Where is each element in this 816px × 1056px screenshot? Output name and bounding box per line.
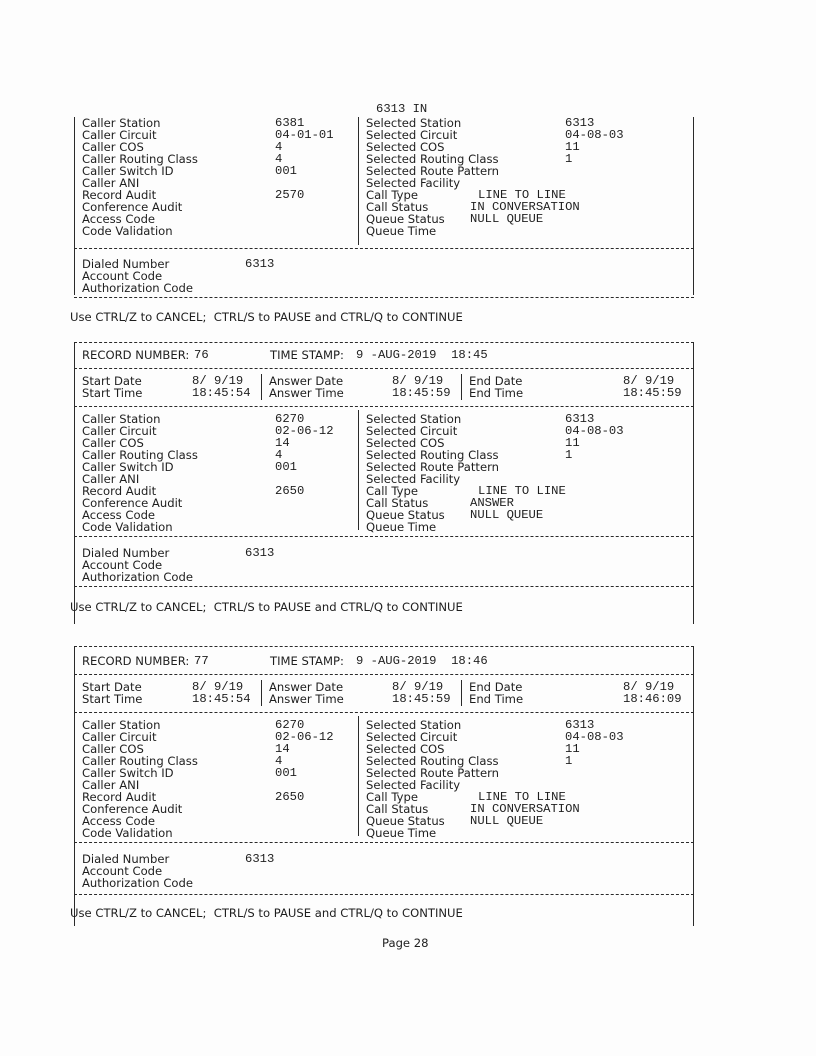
separator [74,248,694,249]
left-label: Conference Audit [82,802,183,816]
dialed-number: 6313 [245,257,275,271]
left-label: Conference Audit [82,200,183,214]
right-label: Selected COS [366,742,445,756]
start-date: 8/ 9/19 [192,680,244,694]
right-value: 11 [565,436,580,450]
right-label: Selected COS [366,140,445,154]
right-label: Call Status [366,802,429,816]
left-label: Access Code [82,814,156,828]
left-label: Record Audit [82,484,157,498]
left-value: 6381 [275,116,305,130]
answer-date: 8/ 9/19 [392,680,444,694]
left-value: 4 [275,448,283,462]
time-stamp-label: TIME STAMP: [270,348,344,362]
right-label: Selected Route Pattern [366,766,499,780]
frame-left [74,117,75,295]
right-label: Selected Facility [366,778,461,792]
right-label: Selected Circuit [366,730,458,744]
separator [74,536,694,537]
dial-label: Authorization Code [82,281,194,295]
end-date: 8/ 9/19 [623,374,675,388]
right-label: Selected Circuit [366,128,458,142]
left-value: 4 [275,152,283,166]
answer-date: 8/ 9/19 [392,374,444,388]
end-date-label: End Date [469,680,523,694]
right-value: LINE TO LINE [478,484,566,498]
left-label: Code Validation [82,826,173,840]
separator [74,586,694,587]
right-value: IN CONVERSATION [470,802,580,816]
right-value: IN CONVERSATION [470,200,580,214]
dialed-number: 6313 [245,852,275,866]
left-label: Caller COS [82,140,144,154]
answer-time-label: Answer Time [269,692,344,706]
right-label: Call Status [366,200,429,214]
dial-label: Authorization Code [82,876,194,890]
left-label: Caller ANI [82,778,140,792]
left-value: 001 [275,766,297,780]
right-value: 11 [565,742,580,756]
separator [74,842,694,843]
left-value: 4 [275,140,283,154]
right-value: 1 [565,448,573,462]
right-value: LINE TO LINE [478,790,566,804]
right-label: Selected Routing Class [366,754,499,768]
end-date-label: End Date [469,374,523,388]
separator [74,368,694,369]
left-label: Caller Switch ID [82,164,174,178]
end-date: 8/ 9/19 [623,680,675,694]
dial-label: Account Code [82,269,163,283]
left-label: Caller Station [82,412,161,426]
end-time: 18:46:09 [623,692,682,706]
frame-right [693,117,694,295]
right-label: Queue Time [366,826,437,840]
left-label: Caller Circuit [82,424,157,438]
footer-instruction: Use CTRL/Z to CANCEL; CTRL/S to PAUSE and CTRL/Q to CONTINUE [70,906,463,920]
left-value: 2650 [275,484,305,498]
right-label: Selected Routing Class [366,448,499,462]
right-label: Selected Route Pattern [366,460,499,474]
end-time: 18:45:59 [623,386,682,400]
left-label: Caller Switch ID [82,766,174,780]
right-value: NULL QUEUE [470,508,544,522]
dial-label: Dialed Number [82,852,170,866]
end-time-label: End Time [469,386,524,400]
dial-label: Dialed Number [82,546,170,560]
right-label: Selected Route Pattern [366,164,499,178]
left-label: Record Audit [82,188,157,202]
left-label: Conference Audit [82,496,183,510]
frame-right [693,646,694,926]
left-label: Caller Circuit [82,730,157,744]
left-label: Code Validation [82,224,173,238]
left-label: Caller Circuit [82,128,157,142]
right-value: 04-08-03 [565,128,624,142]
separator [74,342,694,343]
right-label: Selected COS [366,436,445,450]
left-label: Caller ANI [82,472,140,486]
separator [74,674,694,675]
dial-label: Account Code [82,558,163,572]
left-label: Access Code [82,212,156,226]
dial-label: Dialed Number [82,257,170,271]
right-label: Queue Status [366,212,445,226]
left-label: Caller Routing Class [82,152,198,166]
right-label: Queue Time [366,520,437,534]
separator [74,297,694,298]
right-label: Selected Station [366,718,462,732]
right-value: 04-08-03 [565,730,624,744]
left-value: 04-01-01 [275,128,334,142]
right-label: Call Type [366,790,418,804]
left-value: 6270 [275,412,305,426]
column-divider [461,374,462,400]
right-label: Selected Facility [366,472,461,486]
right-label: Queue Status [366,508,445,522]
frame-left [74,646,75,926]
record-number: 76 [194,348,209,362]
start-date-label: Start Date [82,374,142,388]
frame-left [74,342,75,624]
left-label: Caller COS [82,436,144,450]
answer-date-label: Answer Date [269,680,344,694]
time-stamp-label: TIME STAMP: [270,654,344,668]
record-number-label: RECORD NUMBER: [82,654,190,668]
answer-time: 18:45:59 [392,386,451,400]
left-value: 2570 [275,188,305,202]
left-value: 001 [275,164,297,178]
answer-date-label: Answer Date [269,374,344,388]
right-value: LINE TO LINE [478,188,566,202]
left-value: 14 [275,436,290,450]
start-date-label: Start Date [82,680,142,694]
right-value: NULL QUEUE [470,212,544,226]
column-divider [358,716,359,836]
right-value: 6313 [565,718,595,732]
dialed-number: 6313 [245,546,275,560]
frame-right [693,342,694,624]
right-label: Selected Station [366,116,462,130]
time-stamp: 9 -AUG-2019 18:46 [356,654,488,668]
left-label: Record Audit [82,790,157,804]
left-label: Caller Switch ID [82,460,174,474]
right-label: Selected Routing Class [366,152,499,166]
start-date: 8/ 9/19 [192,374,244,388]
right-label: Call Type [366,188,418,202]
left-value: 001 [275,460,297,474]
column-divider [461,680,462,706]
left-value: 2650 [275,790,305,804]
dial-label: Authorization Code [82,570,194,584]
right-value: 1 [565,754,573,768]
record-number-label: RECORD NUMBER: [82,348,190,362]
separator [74,712,694,713]
dial-label: Account Code [82,864,163,878]
left-value: 02-06-12 [275,730,334,744]
start-time: 18:45:54 [192,386,251,400]
left-label: Caller Routing Class [82,754,198,768]
right-label: Queue Time [366,224,437,238]
left-label: Code Validation [82,520,173,534]
right-value: ANSWER [470,496,514,510]
right-value: 04-08-03 [565,424,624,438]
separator [74,894,694,895]
left-label: Caller ANI [82,176,140,190]
page-number: Page 28 [382,936,429,950]
right-value: 6313 [565,412,595,426]
right-label: Queue Status [366,814,445,828]
right-label: Selected Station [366,412,462,426]
left-value: 6270 [275,718,305,732]
end-time-label: End Time [469,692,524,706]
left-label: Access Code [82,508,156,522]
column-divider [358,410,359,530]
left-value: 4 [275,754,283,768]
answer-time-label: Answer Time [269,386,344,400]
right-value: NULL QUEUE [470,814,544,828]
record-top-note: 6313 IN [376,102,428,116]
start-time-label: Start Time [82,692,143,706]
left-label: Caller Station [82,116,161,130]
column-divider [358,117,359,245]
right-label: Selected Circuit [366,424,458,438]
start-time: 18:45:54 [192,692,251,706]
right-label: Call Status [366,496,429,510]
footer-instruction: Use CTRL/Z to CANCEL; CTRL/S to PAUSE and CTRL/Q to CONTINUE [70,310,463,324]
right-value: 11 [565,140,580,154]
left-label: Caller COS [82,742,144,756]
right-value: 1 [565,152,573,166]
record-number: 77 [194,654,209,668]
left-value: 14 [275,742,290,756]
right-value: 6313 [565,116,595,130]
separator [74,406,694,407]
separator [74,646,694,647]
right-label: Selected Facility [366,176,461,190]
time-stamp: 9 -AUG-2019 18:45 [356,348,488,362]
column-divider [261,374,262,400]
start-time-label: Start Time [82,386,143,400]
footer-instruction: Use CTRL/Z to CANCEL; CTRL/S to PAUSE and CTRL/Q to CONTINUE [70,600,463,614]
left-label: Caller Routing Class [82,448,198,462]
right-label: Call Type [366,484,418,498]
answer-time: 18:45:59 [392,692,451,706]
left-value: 02-06-12 [275,424,334,438]
column-divider [261,680,262,706]
left-label: Caller Station [82,718,161,732]
